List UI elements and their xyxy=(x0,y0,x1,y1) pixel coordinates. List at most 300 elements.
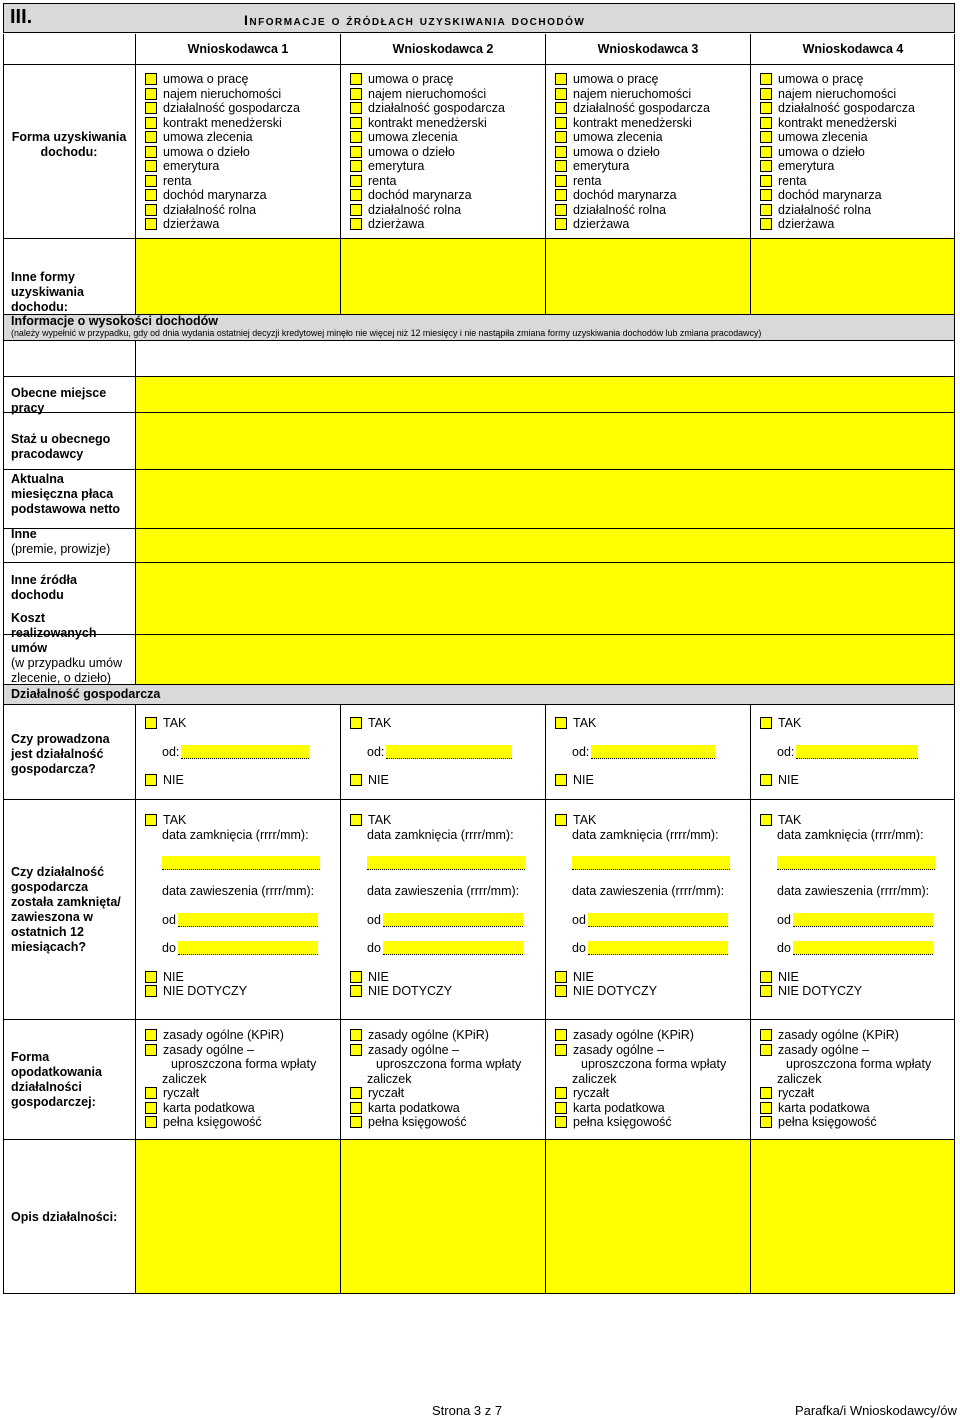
checkbox[interactable] xyxy=(555,218,567,230)
checkbox[interactable] xyxy=(555,175,567,187)
other-income-field-1[interactable] xyxy=(136,239,340,314)
tax-lump-sum[interactable] xyxy=(350,1086,521,1101)
other-sublabel: (premie, prowizje) xyxy=(11,542,111,556)
tax-full-accounting-label: pełna księgowość xyxy=(778,1115,877,1129)
checkbox[interactable] xyxy=(555,204,567,216)
tax-simplified[interactable] xyxy=(145,1043,316,1058)
tax-kpir-label: zasady ogólne (KPiR) xyxy=(573,1028,694,1042)
checkbox[interactable] xyxy=(555,1116,567,1128)
checkbox[interactable] xyxy=(555,971,567,983)
tax-simplified-label: zasady ogólne – xyxy=(368,1042,460,1057)
checkbox[interactable] xyxy=(555,131,567,143)
checkbox[interactable] xyxy=(555,73,567,85)
closed-yes-label: TAK xyxy=(573,813,597,827)
tax-kpir[interactable] xyxy=(145,1028,316,1043)
income-option-10-label: działalność rolna xyxy=(368,202,462,217)
other-income-field-4[interactable] xyxy=(751,239,954,314)
income-option-11-label: dzierżawa xyxy=(573,217,630,231)
income-option-5[interactable] xyxy=(145,130,300,145)
description-field-3[interactable] xyxy=(546,1140,750,1293)
income-option-8-label: renta xyxy=(368,173,397,188)
income-option-7-label: emerytura xyxy=(368,159,425,173)
tax-simplified-cont2: zaliczek xyxy=(367,1071,412,1086)
income-option-8[interactable] xyxy=(145,174,300,189)
checkbox[interactable] xyxy=(350,218,362,230)
suspend-from-label: od xyxy=(572,912,586,927)
suspend-date-label: data zawieszenia (rrrr/mm): xyxy=(367,884,520,898)
income-option-10-label: działalność rolna xyxy=(573,202,667,217)
income-option-1[interactable] xyxy=(350,72,505,87)
conducted-yes[interactable] xyxy=(760,716,918,731)
tax-lump-sum-label: ryczałt xyxy=(163,1086,200,1100)
checkbox[interactable] xyxy=(350,117,362,129)
checkbox[interactable] xyxy=(555,1044,567,1056)
income-option-1[interactable] xyxy=(760,72,915,87)
checkbox[interactable] xyxy=(760,160,772,172)
tax-card-label: karta podatkowa xyxy=(573,1100,665,1115)
income-option-5[interactable] xyxy=(555,130,710,145)
checkbox[interactable] xyxy=(555,160,567,172)
income-option-7[interactable] xyxy=(555,159,710,174)
checkbox[interactable] xyxy=(145,175,157,187)
tax-kpir-label: zasady ogólne (KPiR) xyxy=(778,1028,899,1042)
suspend-date xyxy=(760,884,935,899)
tax-card-label: karta podatkowa xyxy=(163,1100,255,1115)
checkbox[interactable] xyxy=(760,1029,772,1041)
checkbox[interactable] xyxy=(760,1116,772,1128)
checkbox[interactable] xyxy=(555,1029,567,1041)
income-option-7-label: emerytura xyxy=(163,159,220,173)
closed-yes[interactable] xyxy=(350,813,525,828)
checkbox[interactable] xyxy=(145,1044,157,1056)
checkbox[interactable] xyxy=(760,218,772,230)
income-option-3-label: działalność gospodarcza xyxy=(778,101,915,115)
checkbox[interactable] xyxy=(350,131,362,143)
checkbox[interactable] xyxy=(555,717,567,729)
suspend-from-field[interactable] xyxy=(588,913,728,927)
tax-lump-sum[interactable] xyxy=(555,1086,726,1101)
conducted-yes[interactable] xyxy=(555,716,715,731)
tax-card[interactable] xyxy=(555,1101,726,1116)
income-option-2-label: najem nieruchomości xyxy=(368,86,487,101)
conducted-from-field[interactable] xyxy=(181,745,309,759)
income-option-4[interactable] xyxy=(760,116,915,131)
section-title-bar xyxy=(3,3,955,33)
conducted-no-label: NIE xyxy=(778,773,799,787)
conducted-yes[interactable] xyxy=(145,716,309,731)
close-date-field[interactable] xyxy=(162,856,320,870)
income-option-5[interactable] xyxy=(760,130,915,145)
income-option-4[interactable] xyxy=(145,116,300,131)
suspend-from xyxy=(760,913,935,928)
closed-no[interactable] xyxy=(555,970,730,985)
income-option-5[interactable] xyxy=(350,130,505,145)
checkbox[interactable] xyxy=(760,131,772,143)
income-option-3[interactable] xyxy=(350,101,505,116)
checkbox[interactable] xyxy=(145,1102,157,1114)
checkbox[interactable] xyxy=(760,204,772,216)
income-option-6-label: umowa o dzieło xyxy=(368,144,455,159)
income-option-2[interactable] xyxy=(760,87,915,102)
close-date-label: data zamknięcia (rrrr/mm): xyxy=(367,827,514,842)
conducted-from-label: od: xyxy=(777,744,795,759)
income-option-5-label: umowa zlecenia xyxy=(573,130,663,144)
close-date-field[interactable] xyxy=(572,856,730,870)
checkbox[interactable] xyxy=(760,73,772,85)
checkbox[interactable] xyxy=(350,88,362,100)
checkbox[interactable] xyxy=(145,131,157,143)
checkbox[interactable] xyxy=(145,88,157,100)
checkbox[interactable] xyxy=(350,160,362,172)
checkbox[interactable] xyxy=(760,814,772,826)
closed-no-label: NIE xyxy=(573,969,594,984)
tax-simplified-label: zasady ogólne – xyxy=(778,1042,870,1057)
checkbox[interactable] xyxy=(145,204,157,216)
conducted-yes-label: TAK xyxy=(368,716,392,730)
income-option-9[interactable] xyxy=(350,188,505,203)
tax-full-accounting[interactable] xyxy=(555,1115,726,1130)
tax-simplified[interactable] xyxy=(555,1043,726,1058)
income-option-10[interactable] xyxy=(145,203,300,218)
tax-simplified-cont2: zaliczek xyxy=(572,1071,617,1086)
checkbox[interactable] xyxy=(350,985,362,997)
income-option-8[interactable] xyxy=(350,174,505,189)
taxation-label: Forma opodatkowania działalności gospodarczej: xyxy=(11,1050,102,1109)
closed-yes[interactable] xyxy=(555,813,730,828)
checkbox[interactable] xyxy=(555,102,567,114)
description-field-2[interactable] xyxy=(341,1140,545,1293)
checkbox[interactable] xyxy=(350,1116,362,1128)
suspend-to-field[interactable] xyxy=(178,941,318,955)
closed-yes[interactable] xyxy=(760,813,935,828)
checkbox[interactable] xyxy=(555,189,567,201)
conducted-no[interactable] xyxy=(145,773,309,788)
income-option-3[interactable] xyxy=(145,101,300,116)
other-sources-field[interactable] xyxy=(136,563,954,634)
tax-simplified-cont: uproszczona forma wpłaty xyxy=(171,1057,317,1071)
checkbox[interactable] xyxy=(350,1029,362,1041)
business-closed-label: Czy działalność gospodarcza została zamknięta/ zawieszona w ostatnich 12 miesiącach? xyxy=(11,865,121,954)
tax-card-label: karta podatkowa xyxy=(778,1100,870,1115)
suspend-to-field[interactable] xyxy=(793,941,933,955)
conducted-yes[interactable] xyxy=(350,716,512,731)
closed-no[interactable] xyxy=(350,970,525,985)
tax-lump-sum[interactable] xyxy=(760,1086,931,1101)
checkbox[interactable] xyxy=(145,73,157,85)
checkbox[interactable] xyxy=(555,985,567,997)
tax-full-accounting-label: pełna księgowość xyxy=(573,1115,672,1129)
conducted-no[interactable] xyxy=(555,773,715,788)
checkbox[interactable] xyxy=(350,717,362,729)
conducted-from xyxy=(145,745,309,760)
checkbox[interactable] xyxy=(760,146,772,158)
income-option-1[interactable] xyxy=(555,72,710,87)
checkbox[interactable] xyxy=(350,146,362,158)
income-option-2[interactable] xyxy=(555,87,710,102)
tax-kpir-label: zasady ogólne (KPiR) xyxy=(368,1028,489,1042)
other-label: Inne xyxy=(11,527,37,541)
checkbox[interactable] xyxy=(760,717,772,729)
tax-full-accounting[interactable] xyxy=(760,1115,931,1130)
conducted-from-label: od: xyxy=(162,744,180,759)
net-salary-field[interactable] xyxy=(136,470,954,528)
checkbox[interactable] xyxy=(350,1087,362,1099)
checkbox[interactable] xyxy=(145,102,157,114)
closed-na[interactable] xyxy=(760,984,935,999)
tax-card[interactable] xyxy=(350,1101,521,1116)
other-income-field-2[interactable] xyxy=(341,239,545,314)
income-option-7[interactable] xyxy=(350,159,505,174)
checkbox[interactable] xyxy=(760,1087,772,1099)
conducted-no-label: NIE xyxy=(368,773,389,787)
checkbox[interactable] xyxy=(760,175,772,187)
checkbox[interactable] xyxy=(350,73,362,85)
suspend-to-field[interactable] xyxy=(383,941,523,955)
checkbox[interactable] xyxy=(350,175,362,187)
closed-yes-label: TAK xyxy=(778,813,802,827)
closed-yes-label: TAK xyxy=(368,813,392,827)
checkbox[interactable] xyxy=(145,1087,157,1099)
initials-label: Parafka/i Wnioskodawcy/ów xyxy=(795,1403,957,1418)
tax-kpir[interactable] xyxy=(760,1028,931,1043)
applicant-2-header: Wnioskodawca 2 xyxy=(392,42,494,56)
suspend-from-label: od xyxy=(162,912,176,927)
tax-full-accounting[interactable] xyxy=(145,1115,316,1130)
income-option-2[interactable] xyxy=(350,87,505,102)
income-option-11-label: dzierżawa xyxy=(368,217,425,231)
income-option-8-label: renta xyxy=(778,173,807,188)
checkbox[interactable] xyxy=(350,814,362,826)
suspend-from-field[interactable] xyxy=(793,913,933,927)
checkbox[interactable] xyxy=(760,985,772,997)
income-option-9-label: dochód marynarza xyxy=(163,188,267,202)
income-option-9[interactable] xyxy=(760,188,915,203)
closed-yes[interactable] xyxy=(145,813,320,828)
closed-na[interactable] xyxy=(145,984,320,999)
applicant-4-header: Wnioskodawca 4 xyxy=(802,42,904,56)
tax-simplified[interactable] xyxy=(350,1043,521,1058)
checkbox[interactable] xyxy=(555,117,567,129)
income-option-8[interactable] xyxy=(555,174,710,189)
close-date xyxy=(145,828,320,843)
description-label: Opis działalności: xyxy=(11,1210,118,1224)
other-income-field-3[interactable] xyxy=(546,239,750,314)
business-heading: Działalność gospodarcza xyxy=(11,687,161,701)
checkbox[interactable] xyxy=(145,1116,157,1128)
income-option-7[interactable] xyxy=(760,159,915,174)
checkbox[interactable] xyxy=(555,146,567,158)
suspend-date xyxy=(555,884,730,899)
checkbox[interactable] xyxy=(760,1102,772,1114)
income-option-7[interactable] xyxy=(145,159,300,174)
conducted-from-field[interactable] xyxy=(796,745,918,759)
income-option-2[interactable] xyxy=(145,87,300,102)
suspend-date xyxy=(350,884,525,899)
income-option-1-label: umowa o pracę xyxy=(778,72,864,86)
income-option-1[interactable] xyxy=(145,72,300,87)
tax-simplified[interactable] xyxy=(760,1043,931,1058)
conducted-from-field[interactable] xyxy=(591,745,715,759)
income-form-options-1 xyxy=(145,72,300,232)
checkbox[interactable] xyxy=(760,1044,772,1056)
tax-card[interactable] xyxy=(760,1101,931,1116)
checkbox[interactable] xyxy=(350,189,362,201)
income-option-8-label: renta xyxy=(573,173,602,188)
close-date-label: data zamknięcia (rrrr/mm): xyxy=(777,827,924,842)
income-option-11-label: dzierżawa xyxy=(778,217,835,231)
income-option-6[interactable] xyxy=(760,145,915,160)
section-title: Informacje o źródłach uzyskiwania dochodów xyxy=(244,12,586,28)
contract-cost-field[interactable] xyxy=(136,635,954,684)
conducted-from xyxy=(760,745,918,760)
checkbox[interactable] xyxy=(145,117,157,129)
checkbox[interactable] xyxy=(350,971,362,983)
checkbox[interactable] xyxy=(760,189,772,201)
income-option-10[interactable] xyxy=(555,203,710,218)
closed-na-label: NIE DOTYCZY xyxy=(163,984,248,998)
income-option-8[interactable] xyxy=(760,174,915,189)
checkbox[interactable] xyxy=(145,189,157,201)
income-option-2-label: najem nieruchomości xyxy=(778,86,897,101)
income-option-10[interactable] xyxy=(350,203,505,218)
closed-yes-label: TAK xyxy=(163,813,187,827)
checkbox[interactable] xyxy=(760,88,772,100)
income-option-6[interactable] xyxy=(555,145,710,160)
conducted-from xyxy=(555,745,715,760)
close-date xyxy=(760,828,935,843)
checkbox[interactable] xyxy=(145,218,157,230)
income-form-options-2 xyxy=(350,72,505,232)
current-workplace-field[interactable] xyxy=(136,377,954,412)
closed-no-label: NIE xyxy=(163,969,184,984)
checkbox[interactable] xyxy=(350,1102,362,1114)
section-number: III. xyxy=(10,6,33,28)
checkbox[interactable] xyxy=(350,204,362,216)
closed-na[interactable] xyxy=(350,984,525,999)
checkbox[interactable] xyxy=(145,971,157,983)
income-option-11[interactable] xyxy=(760,217,915,232)
contract-cost-sublabel: (w przypadku umów zlecenie, o dzieło) xyxy=(11,656,123,685)
suspend-to-label: do xyxy=(162,941,176,955)
contract-cost-label: Koszt realizowanych umów xyxy=(11,611,97,655)
checkbox[interactable] xyxy=(555,774,567,786)
conducted-no[interactable] xyxy=(350,773,512,788)
suspend-from xyxy=(145,913,320,928)
checkbox[interactable] xyxy=(145,814,157,826)
income-option-3[interactable] xyxy=(555,101,710,116)
conducted-from-field[interactable] xyxy=(386,745,512,759)
income-option-10-label: działalność rolna xyxy=(778,202,872,217)
conducted-from-label: od: xyxy=(367,744,385,759)
checkbox[interactable] xyxy=(145,774,157,786)
income-form-options-3 xyxy=(555,72,710,232)
income-option-7-label: emerytura xyxy=(778,159,835,173)
checkbox[interactable] xyxy=(145,1029,157,1041)
checkbox[interactable] xyxy=(145,985,157,997)
checkbox[interactable] xyxy=(555,1102,567,1114)
checkbox[interactable] xyxy=(760,971,772,983)
checkbox[interactable] xyxy=(760,774,772,786)
income-option-11[interactable] xyxy=(350,217,505,232)
suspend-date-label: data zawieszenia (rrrr/mm): xyxy=(162,884,315,898)
page-number: Strona 3 z 7 xyxy=(432,1403,503,1418)
checkbox[interactable] xyxy=(145,160,157,172)
income-option-4[interactable] xyxy=(350,116,505,131)
checkbox[interactable] xyxy=(350,102,362,114)
seniority-label: Staż u obecnego pracodawcy xyxy=(11,432,111,461)
income-option-11[interactable] xyxy=(145,217,300,232)
checkbox[interactable] xyxy=(760,102,772,114)
business-conducted-label: Czy prowadzona jest działalność gospodarcza? xyxy=(11,732,110,776)
income-option-10[interactable] xyxy=(760,203,915,218)
close-date xyxy=(350,828,525,843)
tax-kpir-label: zasady ogólne (KPiR) xyxy=(163,1028,284,1042)
tax-simplified-label: zasady ogólne – xyxy=(163,1042,255,1057)
income-option-6-label: umowa o dzieło xyxy=(778,144,865,159)
income-option-4-label: kontrakt menedżerski xyxy=(163,115,282,130)
income-option-9[interactable] xyxy=(145,188,300,203)
income-option-7-label: emerytura xyxy=(573,159,630,173)
suspend-to xyxy=(760,941,935,956)
income-form-label: Forma uzyskiwania dochodu: xyxy=(11,130,127,159)
checkbox[interactable] xyxy=(555,88,567,100)
income-option-6[interactable] xyxy=(145,145,300,160)
income-option-3[interactable] xyxy=(760,101,915,116)
other-field[interactable] xyxy=(136,529,954,562)
income-option-11[interactable] xyxy=(555,217,710,232)
closed-na-label: NIE DOTYCZY xyxy=(573,984,658,998)
closed-na[interactable] xyxy=(555,984,730,999)
tax-simplified-cont: uproszczona forma wpłaty xyxy=(376,1057,522,1071)
suspend-to-field[interactable] xyxy=(588,941,728,955)
tax-full-accounting[interactable] xyxy=(350,1115,521,1130)
description-field-4[interactable] xyxy=(751,1140,954,1293)
closed-no[interactable] xyxy=(145,970,320,985)
checkbox[interactable] xyxy=(760,117,772,129)
checkbox[interactable] xyxy=(350,1044,362,1056)
conducted-yes-label: TAK xyxy=(573,716,597,730)
suspend-from-field[interactable] xyxy=(178,913,318,927)
checkbox[interactable] xyxy=(145,717,157,729)
suspend-to-label: do xyxy=(367,941,381,955)
checkbox[interactable] xyxy=(145,146,157,158)
closed-no[interactable] xyxy=(760,970,935,985)
conducted-from-label: od: xyxy=(572,744,590,759)
tax-kpir[interactable] xyxy=(555,1028,726,1043)
checkbox[interactable] xyxy=(555,1087,567,1099)
seniority-field[interactable] xyxy=(136,413,954,469)
tax-card-label: karta podatkowa xyxy=(368,1100,460,1115)
tax-kpir[interactable] xyxy=(350,1028,521,1043)
income-option-6[interactable] xyxy=(350,145,505,160)
tax-card[interactable] xyxy=(145,1101,316,1116)
close-date-label: data zamknięcia (rrrr/mm): xyxy=(572,827,719,842)
conducted-yes-label: TAK xyxy=(163,716,187,730)
income-option-9-label: dochód marynarza xyxy=(778,188,882,202)
income-option-9[interactable] xyxy=(555,188,710,203)
close-date-field[interactable] xyxy=(777,856,935,870)
description-field-1[interactable] xyxy=(136,1140,340,1293)
checkbox[interactable] xyxy=(350,774,362,786)
conducted-no[interactable] xyxy=(760,773,918,788)
suspend-from-field[interactable] xyxy=(383,913,523,927)
checkbox[interactable] xyxy=(555,814,567,826)
closed-no-label: NIE xyxy=(778,969,799,984)
close-date-field[interactable] xyxy=(367,856,525,870)
income-option-4[interactable] xyxy=(555,116,710,131)
tax-lump-sum[interactable] xyxy=(145,1086,316,1101)
tax-full-accounting-label: pełna księgowość xyxy=(163,1115,262,1129)
